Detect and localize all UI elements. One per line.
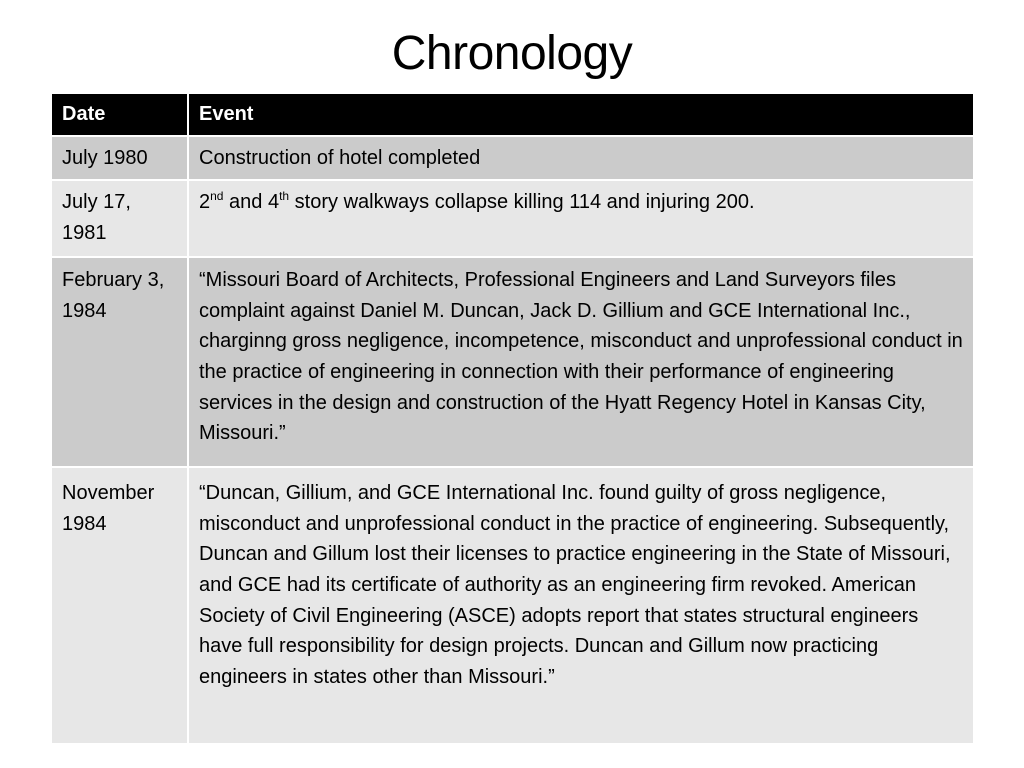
event-cell bbox=[188, 180, 973, 257]
table-row bbox=[52, 136, 973, 181]
table-row bbox=[52, 257, 973, 467]
ordinal-suffix: th bbox=[279, 189, 290, 204]
slide-title: Chronology bbox=[391, 27, 633, 80]
event-cell: “Duncan, Gillium, and GCE International Inc. found guilty of gross negligence, misconduct and unprofessional conduct in the practice of engineering. Subsequently, Duncan and Gillum lost their licenses to practice engineering in the State of Missouri, and GCE had its certificate of authority as an engineering firm revoked. American Society of Civil Engineering (ASCE) adopts report that states structural engineers have full responsibility for design projects. Duncan and Gillum now practicing engineers in states other than Missouri.” bbox=[188, 467, 973, 744]
table-header bbox=[52, 94, 973, 136]
event-column-header: Event bbox=[188, 94, 973, 136]
ordinal-number: 2 bbox=[199, 191, 211, 214]
header-row bbox=[52, 94, 973, 136]
date-cell: November 1984 bbox=[52, 467, 188, 744]
date-cell: July 1980 bbox=[52, 136, 188, 181]
table-body bbox=[52, 136, 973, 745]
event-text: and bbox=[223, 191, 268, 214]
ordinal-suffix: nd bbox=[210, 189, 224, 204]
ordinal-number: 4 bbox=[267, 191, 280, 214]
event-cell: “Missouri Board of Architects, Professional Engineers and Land Surveyors files complaint against Daniel M. Duncan, Jack D. Gillium and GCE International Inc., charginng gross negligence, incompetence, misconduct and unprofessional conduct in the practice of engineering in connection with their performance of engineering services in the design and construction of the Hyatt Regency Hotel in Kansas City, Missouri.” bbox=[188, 257, 973, 467]
date-cell: July 17, 1981 bbox=[52, 180, 188, 257]
table-row bbox=[52, 467, 973, 744]
chronology-table bbox=[52, 94, 973, 745]
table-row bbox=[52, 180, 973, 257]
date-cell: February 3, 1984 bbox=[52, 257, 188, 467]
event-cell: Construction of hotel completed bbox=[188, 136, 973, 181]
date-column-header: Date bbox=[52, 94, 188, 136]
event-text: story walkways collapse killing 114 and injuring 200. bbox=[289, 191, 755, 214]
